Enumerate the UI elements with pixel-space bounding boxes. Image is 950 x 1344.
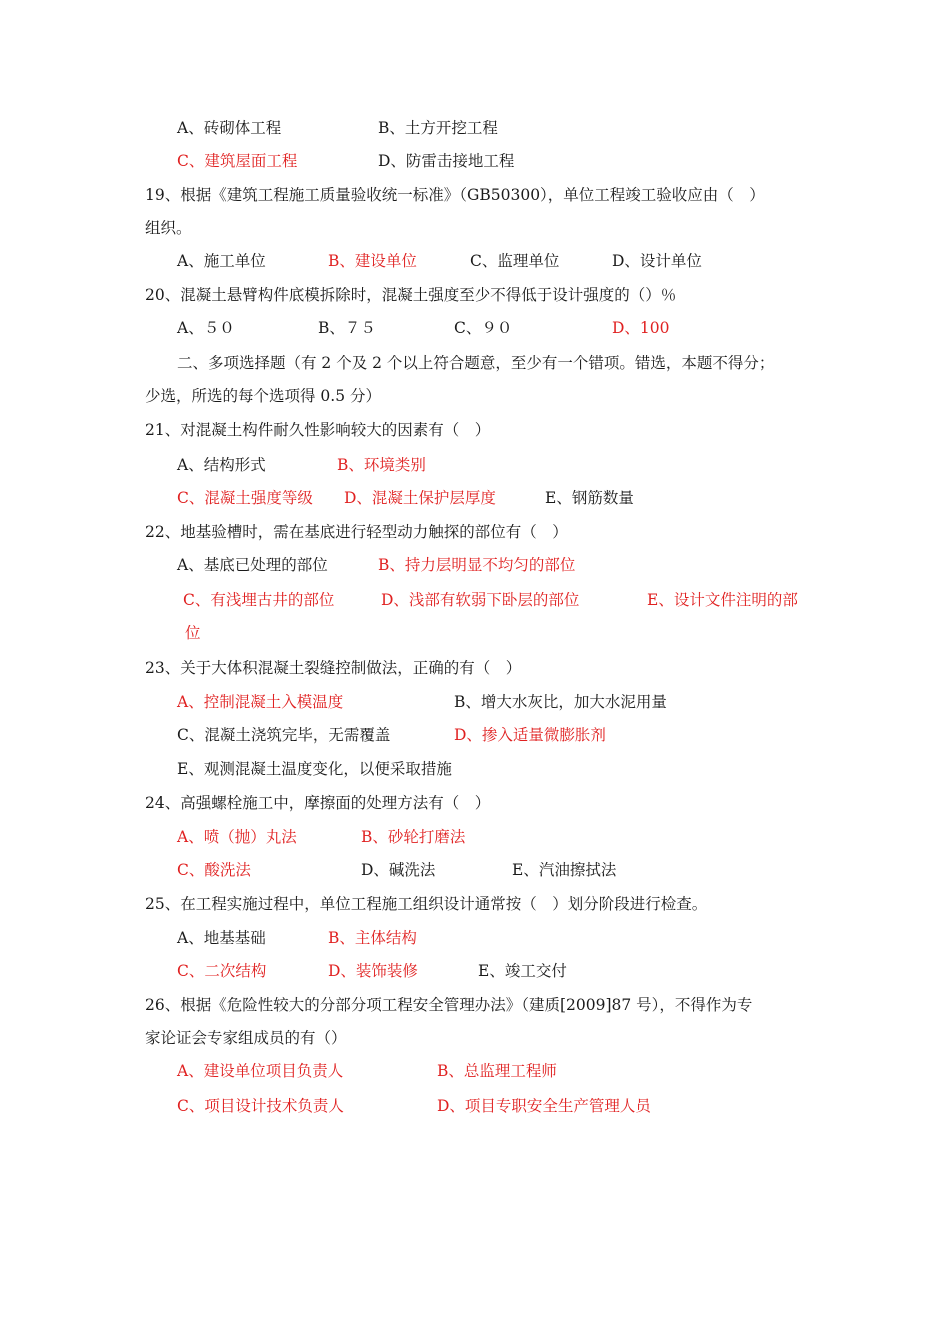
q23-option-d-answer: D、掺入适量微膨胀剂 [454, 726, 606, 744]
q19-option-b-answer: B、建设单位 [328, 252, 417, 270]
q22-stem: 22、地基验槽时，需在基底进行轻型动力触探的部位有（ ） [145, 523, 568, 541]
q23-option-c: C、混凝土浇筑完毕，无需覆盖 [177, 726, 391, 744]
section2-heading-line2: 少选，所选的每个选项得 0.5 分） [145, 387, 382, 405]
q20-option-d-answer: D、100 [612, 319, 670, 337]
q21-option-e: E、钢筋数量 [545, 489, 634, 507]
q18-option-d: D、防雷击接地工程 [378, 152, 515, 170]
q23-option-e: E、观测混凝土温度变化，以便采取措施 [177, 760, 452, 778]
q20-option-a: A、５０ [177, 319, 235, 337]
q21-stem: 21、对混凝土构件耐久性影响较大的因素有（ ） [145, 421, 491, 439]
q24-option-d: D、碱洗法 [361, 861, 436, 879]
q21-option-a: A、结构形式 [177, 456, 266, 474]
q25-option-a: A、地基基础 [177, 929, 266, 947]
q19-option-c: C、监理单位 [470, 252, 560, 270]
q25-option-c-answer: C、二次结构 [177, 962, 267, 980]
q23-stem: 23、关于大体积混凝土裂缝控制做法，正确的有（ ） [145, 659, 522, 677]
q19-option-a: A、施工单位 [177, 252, 266, 270]
q20-option-b: B、７５ [318, 319, 376, 337]
q18-option-b: B、土方开挖工程 [378, 119, 498, 137]
q18-option-c-answer: C、建筑屋面工程 [177, 152, 298, 170]
q20-option-c: C、９０ [454, 319, 513, 337]
q22-option-a: A、基底已处理的部位 [177, 556, 328, 574]
q24-stem: 24、高强螺栓施工中，摩擦面的处理方法有（ ） [145, 794, 491, 812]
q26-option-b-answer: B、总监理工程师 [437, 1062, 557, 1080]
q25-option-d-answer: D、装饰装修 [328, 962, 418, 980]
q22-option-b-answer: B、持力层明显不均匀的部位 [378, 556, 576, 574]
q23-option-b: B、增大水灰比，加大水泥用量 [454, 693, 667, 711]
q22-option-e-continuation: 位 [185, 624, 201, 642]
q24-option-a-answer: A、喷（抛）丸法 [177, 828, 297, 846]
q19-option-d: D、设计单位 [612, 252, 702, 270]
q23-option-a-answer: A、控制混凝土入模温度 [177, 693, 344, 711]
section2-heading-line1: 二、多项选择题（有 2 个及 2 个以上符合题意，至少有一个错项。错选，本题不得分； [177, 354, 775, 372]
q25-stem: 25、在工程实施过程中，单位工程施工组织设计通常按（ ）划分阶段进行检查。 [145, 895, 708, 913]
q26-stem-line2: 家论证会专家组成员的有（） [145, 1029, 347, 1047]
q24-option-b-answer: B、砂轮打磨法 [361, 828, 466, 846]
q25-option-e: E、竣工交付 [478, 962, 567, 980]
q26-option-a-answer: A、建设单位项目负责人 [177, 1062, 344, 1080]
q21-option-b-answer: B、环境类别 [337, 456, 426, 474]
q22-option-d-answer: D、浅部有软弱下卧层的部位 [381, 591, 580, 609]
q25-option-b-answer: B、主体结构 [328, 929, 417, 947]
q18-option-a: A、砖砌体工程 [177, 119, 282, 137]
q20-stem: 20、混凝土悬臂构件底模拆除时，混凝土强度至少不得低于设计强度的（）％ [145, 286, 677, 304]
q19-stem-line2: 组织。 [145, 219, 192, 237]
q26-stem-line1: 26、根据《危险性较大的分部分项工程安全管理办法》（建质[2009]87 号），不得作为专 [145, 996, 753, 1014]
q24-option-c-answer: C、酸洗法 [177, 861, 251, 879]
q22-option-c-answer: C、有浅埋古井的部位 [183, 591, 335, 609]
q22-option-e-answer: E、设计文件注明的部 [647, 591, 798, 609]
q24-option-e: E、汽油擦拭法 [512, 861, 617, 879]
q21-option-c-answer: C、混凝土强度等级 [177, 489, 313, 507]
q26-option-c-answer: C、项目设计技术负责人 [177, 1097, 344, 1115]
q19-stem-line1: 19、根据《建筑工程施工质量验收统一标准》（GB50300），单位工程竣工验收应由（ ） [145, 186, 765, 204]
q21-option-d-answer: D、混凝土保护层厚度 [344, 489, 496, 507]
q26-option-d-answer: D、项目专职安全生产管理人员 [437, 1097, 651, 1115]
